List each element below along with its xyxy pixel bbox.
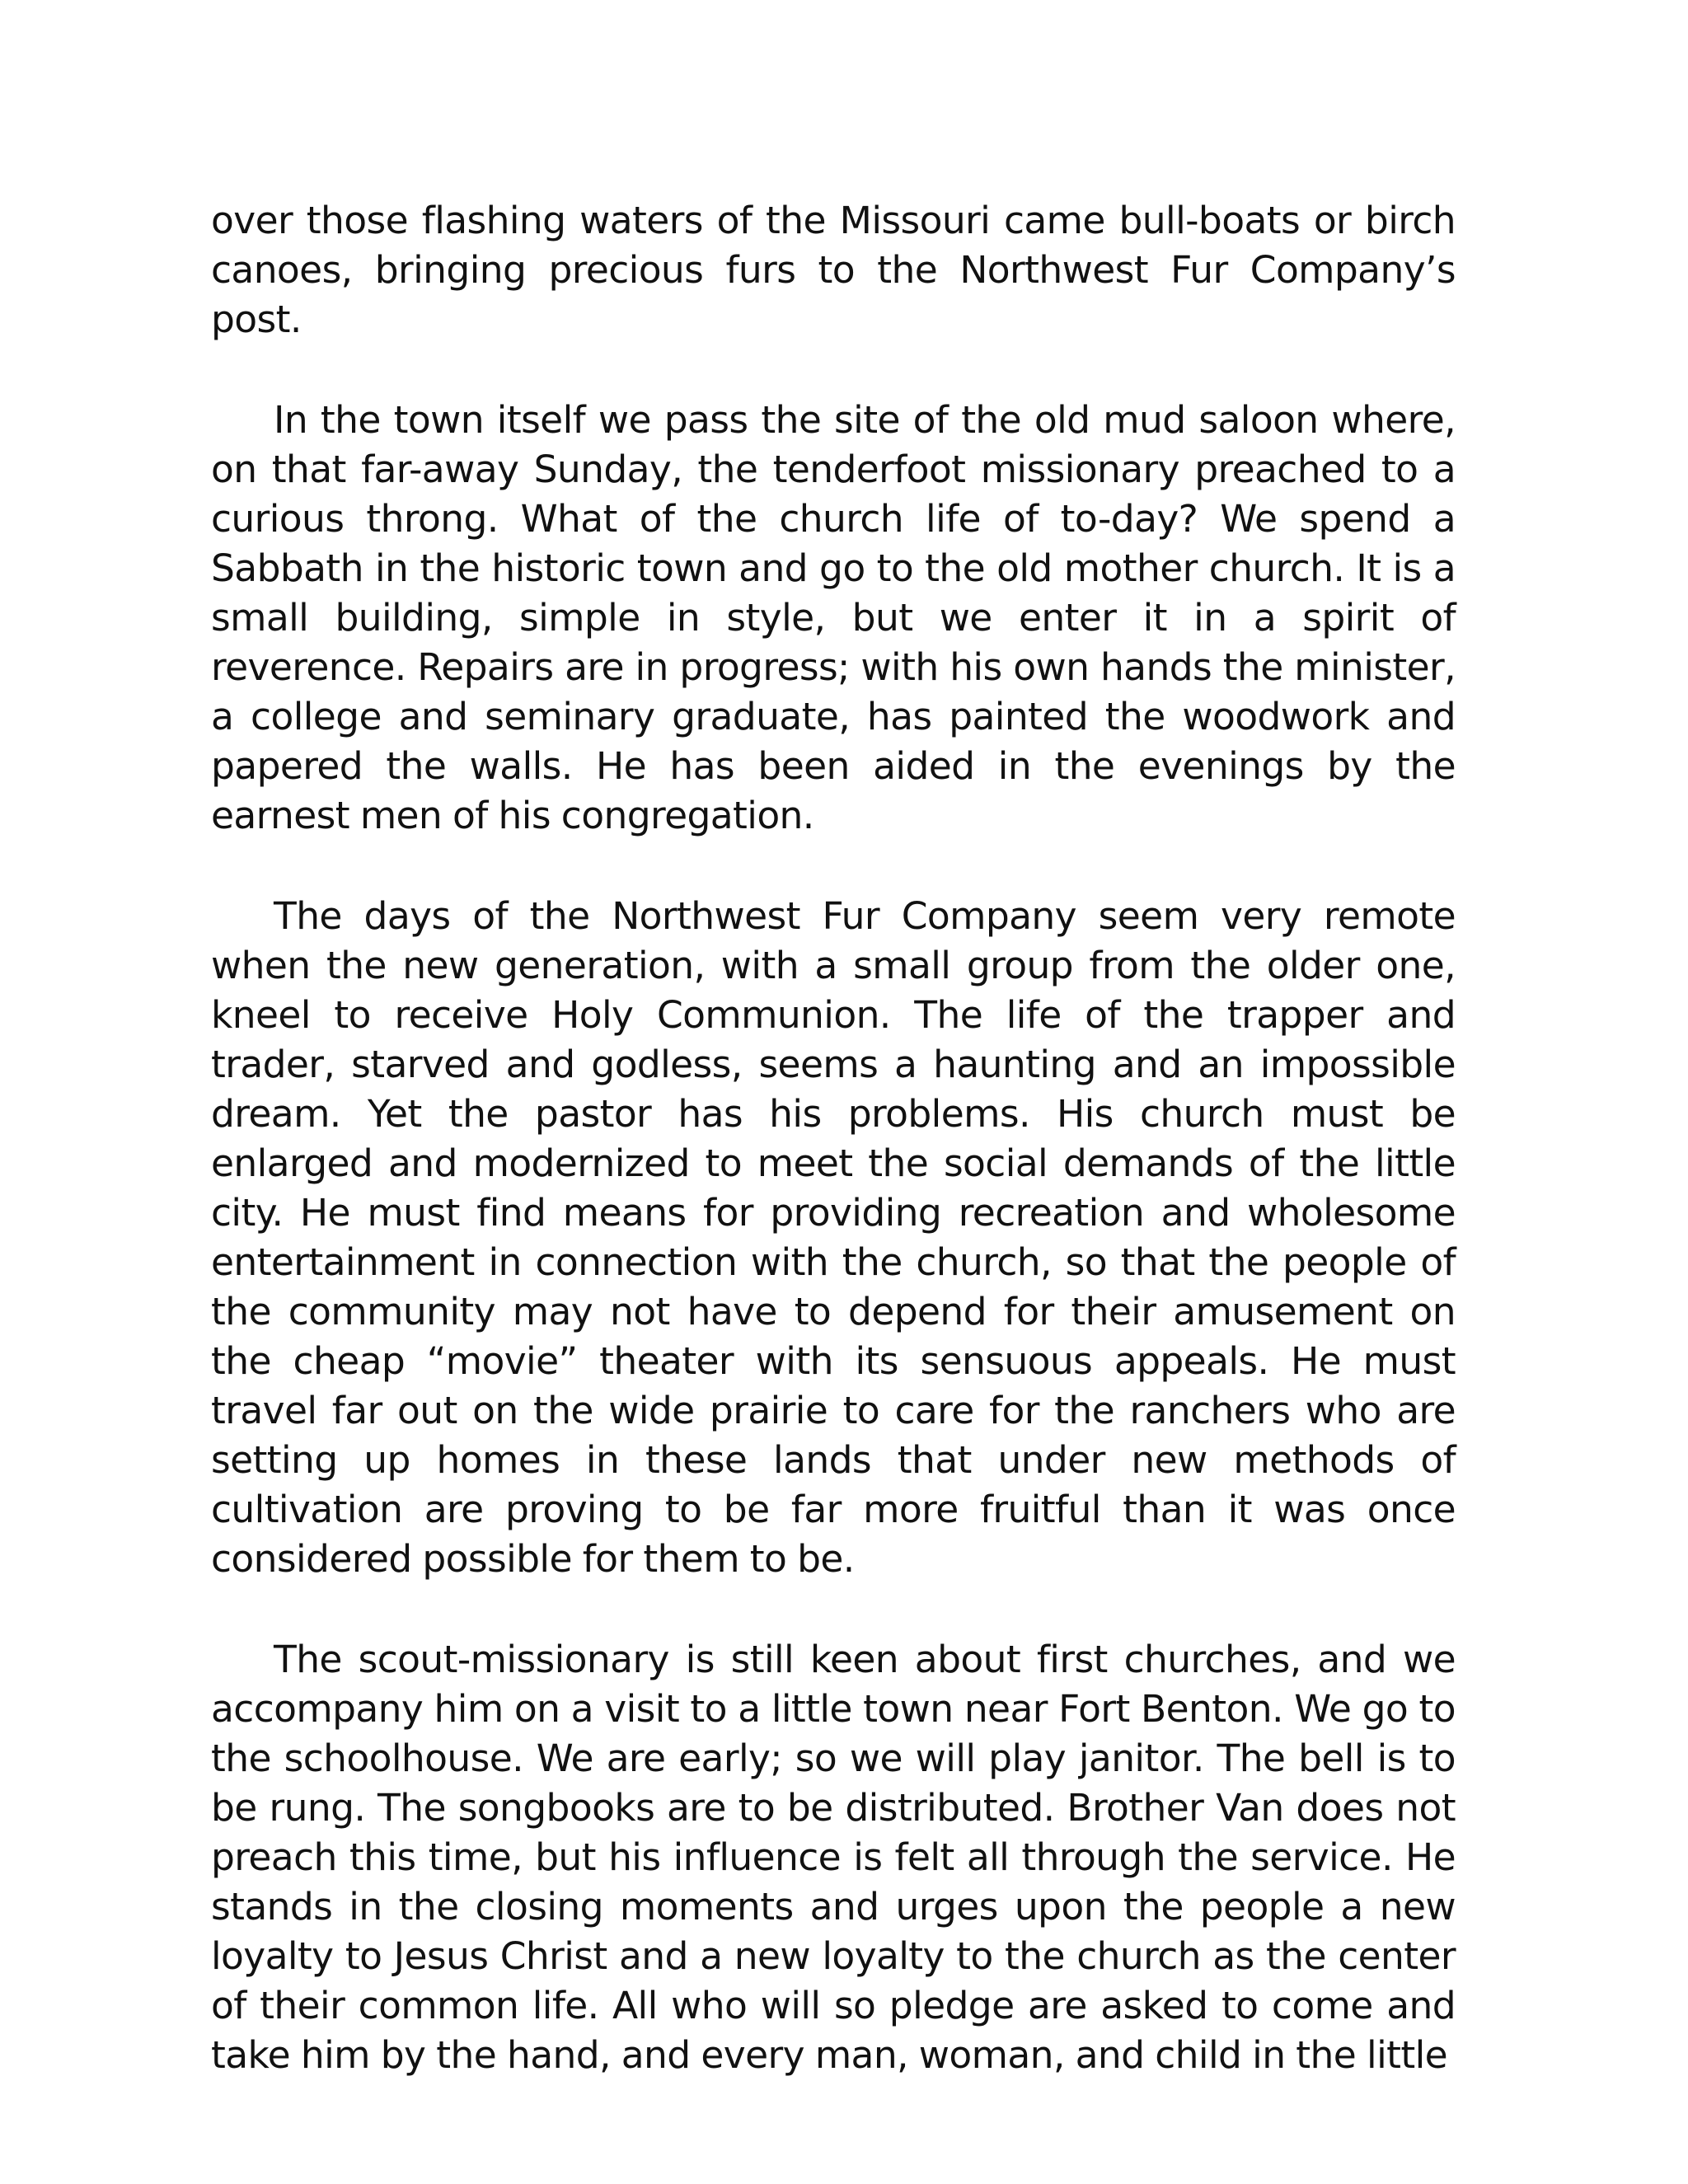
paragraph-scout-missionary: The scout-missionary is still keen about first churches, and we accompany him on a visit to a little town near Fort Benton. We go to the schoolhouse. We are early; so we will play janitor. The bell is to be rung. The songbooks are to be distributed. Brother Van does not preach this time, but his influence is felt all through the service. He stands in the closing moments and urges upon the people a new loyalty to Jesus Christ and a new loyalty to the church as the center of their common life. All who will so pledge are asked to come and take him by the hand, and every man, woman, and child in the little xyxy=(211,1638,1456,2077)
paragraph-continued: over those flashing waters of the Missouri came bull-boats or birch canoes, bringing precious furs to the Northwest Fur Company’s post. xyxy=(211,199,1456,341)
paragraph-fur-company: The days of the Northwest Fur Company seem very remote when the new generation, with a small group from the older one, kneel to receive Holy Communion. The life of the trapper and trader, starved and godless, seems a haunting and an impossible dream. Yet the pastor has his problems. His church must be enlarged and modernized to meet the social demands of the little city. He must find means for providing recreation and wholesome entertainment in connection with the church, so that the people of the community may not have to depend for their amusement on the cheap “movie” theater with its sensuous appeals. He must travel far out on the wide prairie to care for the ranchers who are setting up homes in these lands that under new methods of cultivation are proving to be far more fruitful than it was once considered possible for them to be. xyxy=(211,894,1456,1581)
page-body xyxy=(211,196,1456,2080)
paragraph-mud-saloon: In the town itself we pass the site of the old mud saloon where, on that far-away Sunday, the tenderfoot missionary preached to a curious throng. What of the church life of to-day? We spend a Sabbath in the historic town and go to the old mother church. It is a small building, simple in style, but we enter it in a spirit of reverence. Repairs are in progress; with his own hands the minister, a college and seminary graduate, has painted the woodwork and papered the walls. He has been aided in the evenings by the earnest men of his congregation. xyxy=(211,398,1456,837)
